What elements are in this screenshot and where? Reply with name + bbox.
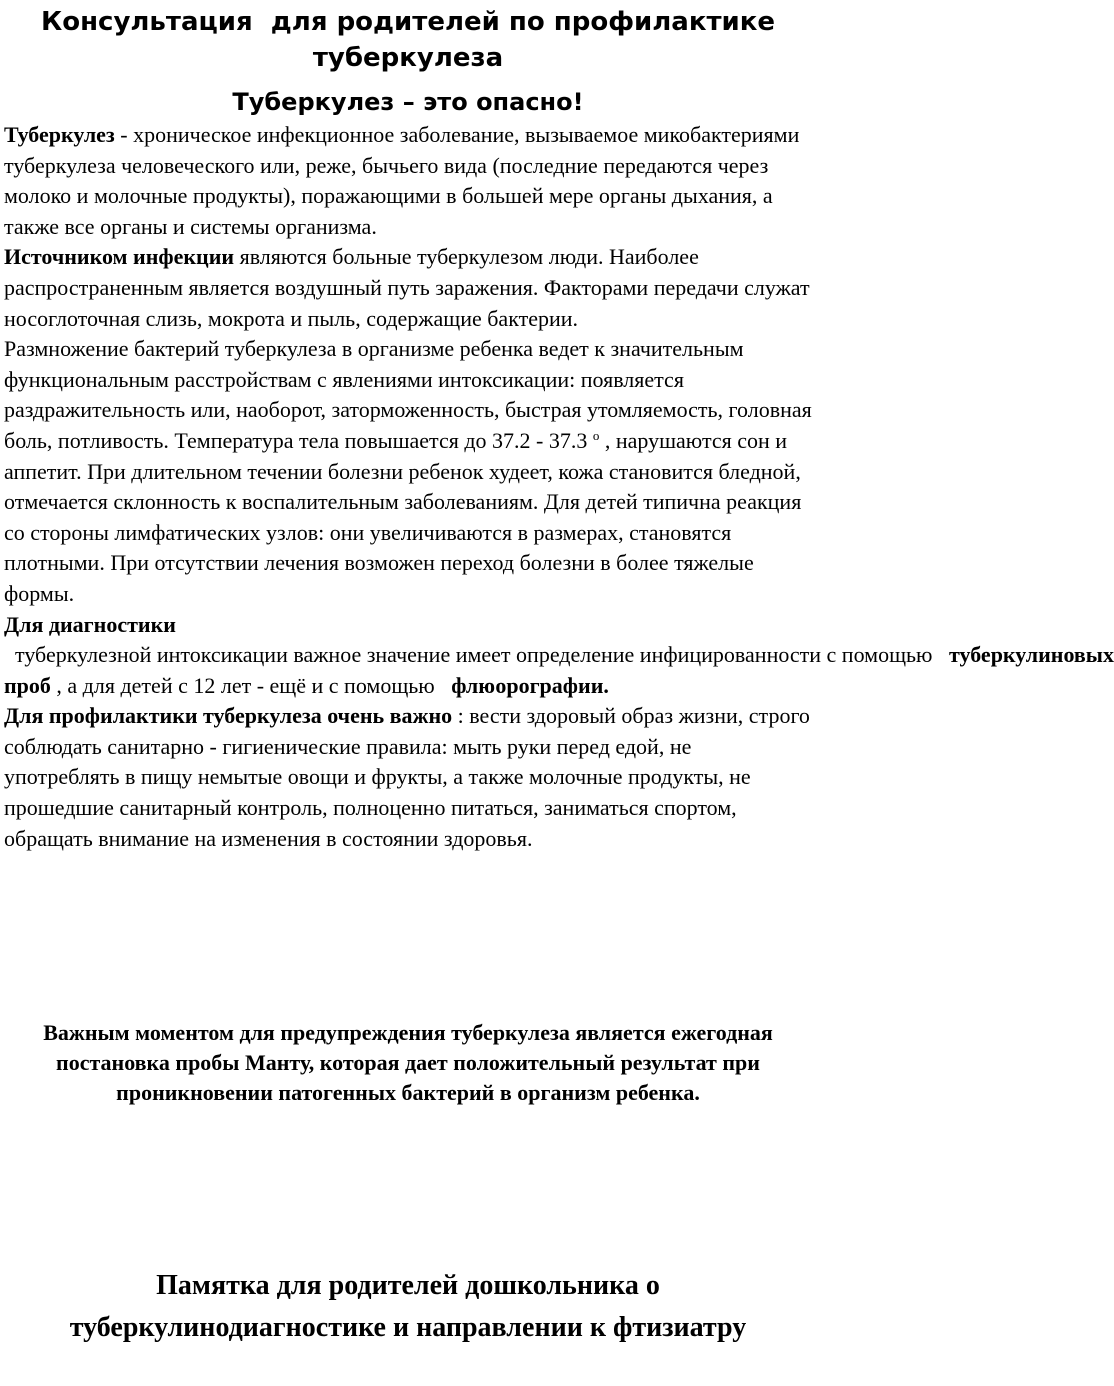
diagnostics-text-continued: , а для детей с 12 лет - ещё и с помощью xyxy=(50,672,452,698)
page-title xyxy=(0,4,816,76)
paragraph-diagnostics xyxy=(4,610,1114,702)
paragraph-symptoms xyxy=(4,334,812,609)
infection-source-text: являются больные туберкулезом люди. Наиболее распространенным является воздушный путь заражения. Факторами передачи служат носоглоточная слизь, мокрота и пыль, содержащие бактерии. xyxy=(4,244,810,331)
prevention-text: : вести здоровый образ жизни, строго соблюдать санитарно - гигиенические правила: мыть руки перед едой, не употреблять в пищу немытые овощи и фрукты, а также молочные продукты, не прошедшие санитарный контроль, полноценно питаться, заниматься спортом, обращать внимание на изменения в состоянии здоровья. xyxy=(4,703,810,851)
symptoms-text-continued: , нарушаются сон и аппетит. При длительном течении болезни ребенок худеет, кожа становится бледной, отмечается склонность к воспалительным заболеваниям. Для детей типична реакция со стороны лимфатических узлов: они увеличиваются в размерах, становятся плотными. При отсутствии лечения возможен переход болезни в более тяжелые формы. xyxy=(4,427,802,606)
term-fluorography: флюорографии. xyxy=(451,672,609,698)
term-prevention: Для профилактики туберкулеза очень важно xyxy=(4,703,453,729)
term-diagnostics: Для диагностики xyxy=(4,611,176,637)
title-line-2: туберкулеза xyxy=(312,43,504,73)
paragraph-definition xyxy=(4,120,812,242)
degree-mark: о xyxy=(592,427,600,443)
term-tuberculin-tests: туберкулиновых проб xyxy=(4,642,1114,698)
diagnostics-text: туберкулезной интоксикации важное значение имеет определение инфицированности с помощью xyxy=(4,642,949,668)
memo-title: Памятка для родителей дошкольника о туберкулинодиагностике и направлении к фтизиатру xyxy=(69,1270,747,1343)
important-note: Важным моментом для предупреждения туберкулеза является ежегодная постановка пробы Манту, которая дает положительный результат при проникновении патогенных бактерий в организм ребенка. xyxy=(43,1020,773,1105)
article-body xyxy=(4,120,1114,854)
symptoms-text: Размножение бактерий туберкулеза в организме ребенка ведет к значительным функциональным расстройствам с явлениями интоксикации: появляется раздражительность или, наоборот, заторможенность, быстрая утомляемость, головная боль, потливость. Температура тела повышается до 37.2 - 37.3 xyxy=(4,336,812,453)
page-subtitle: Туберкулез – это опасно! xyxy=(232,88,584,116)
term-infection-source: Источником инфекции xyxy=(4,244,235,270)
definition-text: - хроническое инфекционное заболевание, вызываемое микобактериями туберкулеза человеческого или, реже, бычьего вида (последние передаются через молоко и молочные продукты), поражающими в большей мере органы дыхания, а также все органы и системы организма. xyxy=(4,122,800,239)
paragraph-prevention xyxy=(4,701,812,854)
paragraph-infection-source xyxy=(4,242,812,334)
term-tuberculosis: Туберкулез xyxy=(4,122,115,147)
title-line-1: Консультация для родителей по профилактике xyxy=(40,7,776,37)
